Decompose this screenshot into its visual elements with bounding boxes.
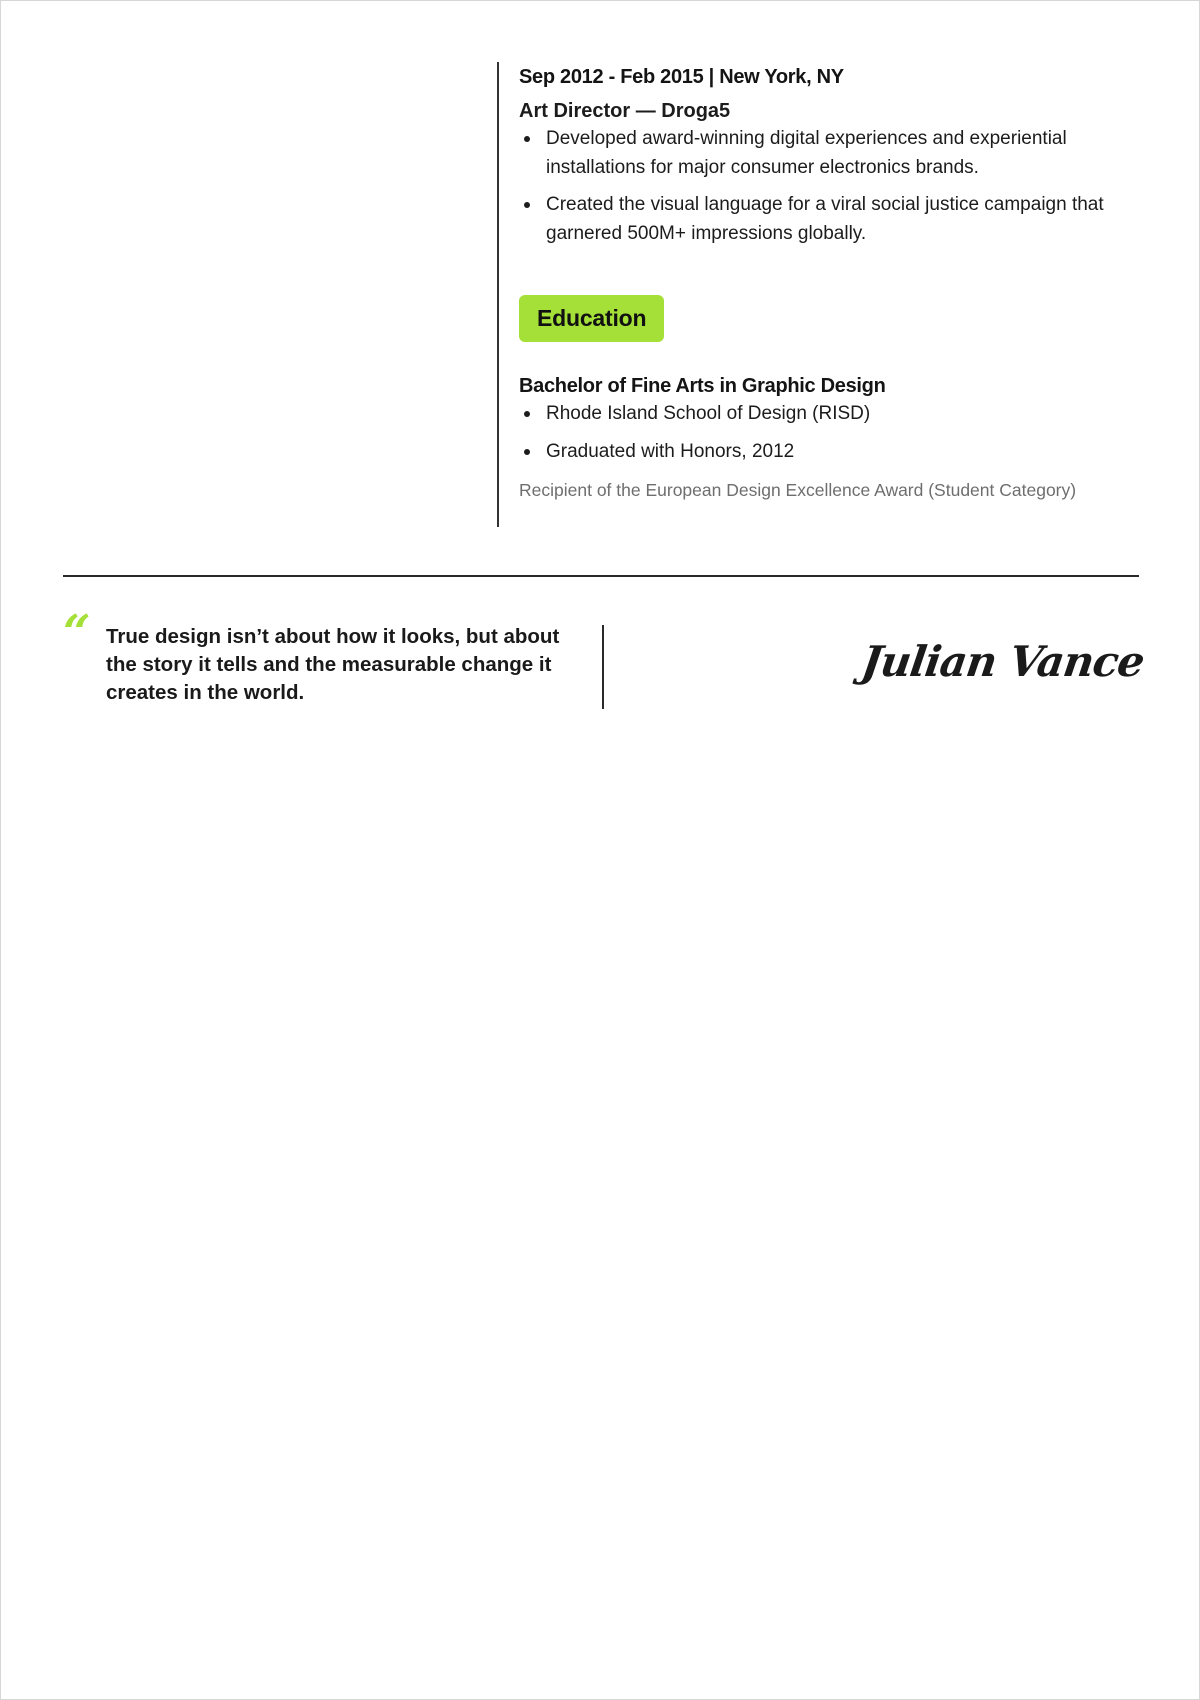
experience-education-column bbox=[497, 62, 1137, 527]
education-bullet-list bbox=[519, 399, 1137, 466]
job-title: Art Director — Droga5 bbox=[519, 100, 731, 122]
list-item: Rhode Island School of Design (RISD) bbox=[519, 399, 1137, 428]
signature: Julian Vance bbox=[858, 637, 1147, 686]
list-item: Created the visual language for a viral social justice campaign that garnered 500M+ impressions globally. bbox=[519, 190, 1137, 248]
degree-title: Bachelor of Fine Arts in Graphic Design bbox=[519, 375, 886, 397]
quote-separator bbox=[602, 625, 604, 709]
section-divider bbox=[63, 575, 1139, 577]
award-note: Recipient of the European Design Excellence Award (Student Category) bbox=[519, 480, 1077, 500]
list-item: Developed award-winning digital experiences and experiential installations for major consumer electronics brands. bbox=[519, 124, 1137, 182]
personal-quote: True design isn’t about how it looks, but about the story it tells and the measurable change it creates in the world. bbox=[106, 625, 560, 704]
list-item: Graduated with Honors, 2012 bbox=[519, 437, 1137, 466]
job-date-location: Sep 2012 - Feb 2015 | New York, NY bbox=[519, 66, 844, 88]
job-bullet-list bbox=[519, 124, 1137, 248]
quote-mark-icon: “ bbox=[63, 605, 91, 661]
education-section-heading: Education bbox=[519, 295, 664, 342]
